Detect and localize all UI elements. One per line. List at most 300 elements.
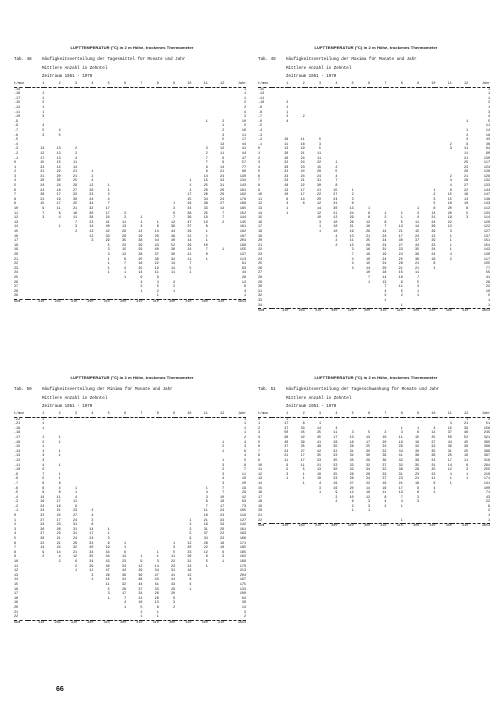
row-label: -3	[258, 133, 263, 138]
table-cell: 199	[239, 243, 246, 248]
table-cell: 15	[187, 197, 192, 202]
row-label: 33	[258, 298, 263, 303]
table-cell: 5	[58, 133, 61, 138]
table-cell: 18	[365, 491, 371, 496]
table-cell: 29	[121, 230, 127, 234]
table-cell: 1	[173, 202, 176, 207]
table-cell: 48	[138, 578, 143, 583]
table-cell: 34	[220, 523, 225, 528]
table-cell: 11	[464, 151, 469, 156]
row-label: 20	[14, 605, 19, 610]
table-cell: 3	[42, 454, 45, 459]
table-cell: 18	[415, 481, 420, 486]
row-label: -1	[14, 509, 19, 514]
table-cell: 1	[286, 207, 289, 212]
table-cell: 3	[417, 211, 420, 216]
row-label: 21	[258, 514, 263, 519]
table-cell: 7	[205, 248, 208, 253]
table-cell: 20	[171, 592, 176, 597]
table-cell: 7	[124, 596, 127, 601]
table-cell: 8	[449, 188, 452, 193]
table-cell: 35	[89, 555, 94, 560]
table-cell: 181	[239, 188, 246, 193]
row-label: 17	[14, 239, 19, 244]
table-cell: 8	[58, 481, 61, 486]
sum-cell: 300	[435, 524, 451, 529]
table-cell: 24	[220, 509, 225, 514]
table-cell: 11	[105, 582, 110, 587]
table-cell: 7	[205, 161, 208, 166]
table-cell: 33	[333, 454, 338, 459]
table-cell: 12	[89, 184, 94, 189]
row-label: -3	[14, 147, 19, 152]
table-cell: 255	[483, 468, 490, 473]
table-cell: 24	[40, 509, 45, 514]
table-cell: 10	[365, 252, 371, 257]
table-cell: 17	[398, 234, 403, 239]
table-cell: 16	[365, 225, 371, 230]
sum-row	[258, 524, 490, 529]
table-cell: 12	[447, 468, 452, 473]
row-label: 9	[14, 202, 17, 207]
table-cell: 15	[447, 426, 452, 431]
table-cell: 1	[400, 426, 403, 431]
table-cell: 1	[466, 417, 469, 422]
table-cell: 25	[365, 445, 371, 450]
table-cell: 1	[156, 294, 159, 299]
row-label: -8	[14, 124, 19, 129]
table-cell: 17	[398, 486, 403, 491]
table-cell: 1	[449, 477, 452, 482]
table-cell: 26	[154, 592, 159, 597]
table-cell: 22	[220, 532, 225, 537]
table-cell: 3	[243, 445, 246, 450]
column-header: 1	[272, 82, 288, 87]
table-cell: 5	[189, 266, 192, 271]
sum-cell: 300	[321, 309, 337, 314]
row-label: 16	[14, 587, 19, 592]
table-cell: 100	[483, 486, 490, 491]
table-cell: 30	[72, 197, 78, 202]
row-label: -13	[258, 92, 265, 97]
row-label: -18	[14, 431, 21, 436]
table-cell: 32	[398, 458, 403, 463]
table-cell: 14	[431, 211, 436, 216]
table-cell: 5	[487, 294, 490, 299]
table-cell: 19	[154, 266, 159, 271]
table-cell: 24	[431, 252, 436, 257]
table-cell: 25	[365, 239, 371, 244]
row-label: 22	[258, 248, 263, 253]
sum-cell: 300	[403, 309, 419, 314]
table-cell: 20	[447, 207, 452, 212]
table-cell: 46	[485, 142, 490, 147]
table-cell: 1	[107, 266, 110, 271]
table-cell: 10	[203, 243, 208, 248]
table-cell: 29	[171, 587, 176, 592]
table-cell: 3	[487, 110, 490, 115]
table-cell: 14	[154, 564, 159, 569]
table-cell: 161	[239, 225, 246, 230]
table-cell: 27	[40, 532, 45, 537]
sum-cell: 300	[110, 299, 126, 304]
table-cell: 7	[222, 491, 225, 496]
column-header: 12	[208, 412, 224, 417]
table-cell: 7	[74, 220, 78, 225]
table-cell: 32	[89, 207, 94, 212]
row-label: 7	[14, 546, 17, 551]
table-cell: 3	[74, 225, 78, 230]
sum-cell: 3653	[224, 299, 246, 304]
table-cell: 137	[483, 234, 490, 239]
table-cell: 1	[42, 92, 45, 97]
table-cell: 4	[487, 115, 490, 120]
table-cell: 36	[171, 225, 176, 230]
table-cell: 27	[333, 193, 338, 198]
table-cell: 19	[203, 523, 208, 528]
table-cell: 29	[220, 527, 225, 532]
table-cell: 42	[316, 449, 322, 454]
table-cell: 14	[56, 165, 61, 170]
table-cell: 28	[365, 472, 371, 477]
table-cell: 3	[222, 555, 225, 560]
table-cell: 2	[466, 133, 469, 138]
sum-cell: 310	[305, 309, 321, 314]
table-cell: 50	[447, 435, 452, 440]
table-cell: 4	[433, 486, 436, 491]
table-cell: 4	[91, 514, 94, 519]
table-cell: 24	[431, 220, 436, 225]
table-cell: 1	[74, 491, 78, 496]
table-cell: 141	[483, 481, 490, 486]
table-cell: 21	[56, 541, 61, 546]
table-cell: 6	[42, 486, 45, 491]
row-label: -7	[14, 128, 19, 133]
table-cell: 6	[74, 560, 78, 564]
row-label: -2	[14, 151, 19, 156]
row-label: 11	[14, 564, 19, 569]
table-cell: 122	[483, 225, 490, 230]
table-cell: 26	[220, 188, 225, 193]
row-label: -10	[14, 115, 21, 120]
row-label: 13	[14, 220, 19, 225]
table-cell: 1	[417, 207, 420, 212]
table-cell: 35	[415, 248, 420, 253]
sum-cell: 300	[435, 309, 451, 314]
table-cell: 1	[368, 509, 371, 514]
table-cell: 5	[400, 220, 403, 225]
table-cell: 147	[483, 193, 490, 198]
table-cell: 16	[333, 486, 338, 491]
row-label: 9	[258, 458, 261, 463]
table-cell: 158	[483, 426, 490, 431]
table-cell: 3	[91, 518, 94, 523]
table-cell: 4	[205, 491, 208, 496]
table-cell: 24	[220, 174, 225, 179]
table-cell: 2	[487, 101, 490, 106]
column-header: 2	[288, 82, 304, 87]
column-header: t/mon	[14, 412, 28, 417]
column-header: 3	[61, 82, 77, 87]
table-cell: 204	[239, 239, 246, 244]
table-cell: 12	[187, 573, 192, 578]
table-cell: 192	[239, 230, 246, 234]
table-cell: 2	[384, 504, 387, 509]
row-label: -2	[258, 138, 263, 143]
table-cell: 5	[205, 560, 208, 564]
table-cell: 365	[483, 440, 490, 445]
table-cell: 197	[239, 578, 246, 583]
table-cell: 21	[464, 156, 469, 161]
table-cell: 3	[243, 610, 246, 615]
table-cell: 14	[485, 128, 490, 133]
table-cell: 15	[40, 202, 45, 207]
table-cell: 26	[464, 179, 469, 184]
table-cell: 30	[316, 184, 322, 189]
table-cell: 32	[333, 449, 338, 454]
table-cell: 17	[56, 500, 61, 505]
table-cell: 2	[487, 417, 490, 422]
table-cell: 1	[286, 105, 289, 110]
table-cell: 1	[107, 184, 110, 189]
table-cell: 3	[42, 458, 45, 463]
table-cell: 1	[58, 440, 61, 445]
column-header: 2	[44, 412, 60, 417]
table-cell: 40	[284, 440, 289, 445]
table-cell: 4	[384, 500, 387, 505]
table-cell: 12	[349, 491, 354, 496]
table-cell: 1	[205, 239, 208, 244]
table-cell: 1	[58, 435, 61, 440]
table-cell: 11	[316, 151, 322, 156]
row-label: 15	[14, 230, 19, 234]
table-cell: 19	[447, 216, 452, 221]
row-label: -6	[14, 486, 19, 491]
table-cell: 11	[154, 271, 159, 276]
table-cell: 23	[89, 220, 94, 225]
table-cell: 2	[487, 509, 490, 514]
table-cell: 1	[42, 417, 45, 422]
row-label: -15	[14, 101, 21, 106]
table-cell: 26	[333, 440, 338, 445]
table-cell: 4	[58, 486, 61, 491]
sum-cell: 283	[288, 524, 304, 529]
table-cell: 47	[241, 156, 246, 161]
table-cell: 1	[189, 518, 192, 523]
table-cell: 1	[124, 271, 127, 276]
table-cell: 3	[189, 523, 192, 528]
table-cell: 29	[349, 216, 354, 221]
section-header: LUFTTEMPERATUR (°C) in 2 m Höhe, trockenes Thermometer	[314, 375, 438, 380]
row-label: 1	[258, 151, 261, 156]
table-cell: 12	[138, 564, 143, 569]
table-cell: 2	[384, 431, 387, 436]
table-cell: 130	[483, 252, 490, 257]
table-cell: 41	[485, 275, 490, 280]
table-cell: 41	[316, 440, 322, 445]
sum-cell: 300	[191, 299, 207, 304]
table-cell: 14	[203, 174, 208, 179]
row-label: -21	[14, 422, 21, 427]
row-label: 13	[14, 573, 19, 578]
row-label: 11	[258, 468, 263, 473]
table-cell: 5	[243, 124, 246, 129]
table-cell: 7	[205, 504, 208, 509]
table-cell: 26	[203, 193, 208, 198]
table-cell: 34	[89, 202, 94, 207]
row-label: -1	[258, 142, 263, 147]
column-header: 6	[110, 82, 126, 87]
table-cell: 30	[241, 601, 246, 606]
table-cell: 15	[56, 161, 61, 166]
table-cell: 21	[72, 207, 78, 212]
table-cell: 144	[483, 188, 490, 193]
table-block	[14, 374, 250, 625]
table-cell: 11	[464, 458, 469, 463]
table-cell: 4	[42, 449, 45, 454]
row-label: -10	[14, 468, 21, 473]
table-cell: 1	[107, 188, 110, 193]
row-label: 8	[14, 550, 17, 555]
table-cell: 163	[239, 532, 246, 537]
table-cell: 8	[384, 495, 387, 500]
table-cell: 29	[220, 193, 225, 198]
column-header: 11	[435, 82, 451, 87]
table-cell: 1	[189, 179, 192, 184]
table-cell: 45	[300, 431, 305, 436]
table-cell: 29	[187, 243, 192, 248]
table-cell: 7	[384, 225, 387, 230]
row-label: 9	[258, 188, 261, 193]
table-cell: 4	[449, 179, 452, 184]
table-cell: 8	[335, 184, 338, 189]
table-cell: 9	[335, 491, 338, 496]
table-cell: 1	[417, 294, 420, 299]
table-cell: 11	[220, 151, 225, 156]
table-cell: 6	[417, 431, 420, 436]
row-label: -4	[14, 495, 19, 500]
row-label: -22	[14, 417, 21, 422]
table-cell: 31	[171, 569, 176, 574]
table-cell: 13	[220, 142, 225, 147]
table-cell: 3	[107, 252, 110, 257]
table-cell: 26	[72, 541, 78, 546]
table-cell: 166	[239, 537, 246, 542]
row-label: 24	[14, 271, 19, 276]
table-cell: 1	[368, 280, 371, 285]
table-cell: 3	[91, 573, 94, 578]
row-label: -5	[14, 491, 19, 496]
table-cell: 4	[449, 422, 452, 427]
table-cell: 1	[449, 248, 452, 253]
table-cell: 29	[105, 239, 110, 244]
table-caption	[14, 52, 250, 82]
table-cell: 7	[384, 285, 387, 290]
table-cell: 3	[189, 527, 192, 532]
table-cell: 24	[382, 239, 387, 244]
table-cell: 8	[58, 491, 61, 496]
table-cell: 32	[171, 257, 176, 262]
table-cell: 38	[415, 454, 420, 459]
row-label: 21	[258, 243, 263, 248]
table-cell: 21	[415, 266, 420, 271]
table-cell: 162	[239, 555, 246, 560]
table-cell: 10	[485, 289, 490, 294]
table-cell: 2	[173, 605, 176, 610]
table-cell: 20	[382, 266, 387, 271]
table-cell: 12	[40, 151, 45, 156]
row-label: 28	[14, 289, 19, 294]
table-cell: 43	[105, 560, 110, 564]
table-cell: 26	[349, 477, 354, 482]
sum-cell: 300	[321, 524, 337, 529]
table-cell: 3	[42, 115, 45, 120]
sum-cell: 310	[93, 620, 109, 625]
table-cell: 27	[72, 188, 78, 193]
table-cell: 19	[382, 481, 387, 486]
table-cell: 1	[487, 514, 490, 519]
table-cell: 171	[483, 477, 490, 482]
table-cell: 37	[203, 532, 208, 537]
table-cell: 31	[72, 532, 78, 537]
table-cell: 1	[140, 220, 143, 225]
table-cell: 1	[205, 486, 208, 491]
column-header: 8	[386, 82, 402, 87]
table-cell: 28	[89, 216, 94, 221]
table-cell: 26	[365, 243, 371, 248]
table-cell: 388	[483, 449, 490, 454]
table-cell: 21	[300, 151, 305, 156]
table-cell: 38	[284, 435, 289, 440]
table-cell: 1	[156, 220, 159, 225]
table-cell: 44	[415, 243, 420, 248]
table-cell: 8	[243, 463, 246, 468]
table-cell: 15	[398, 271, 403, 276]
table-cell: 3	[286, 472, 289, 477]
table-cell: 1	[205, 257, 208, 262]
table-cell: 13	[431, 234, 436, 239]
table-cell: 11	[72, 500, 78, 505]
table-cell: 1	[487, 105, 490, 110]
table-cell: 148	[483, 197, 490, 202]
table-cell: 294	[483, 463, 490, 468]
table-cell: 1	[384, 211, 387, 216]
table-cell: 30	[333, 207, 338, 212]
table-cell: 3	[107, 537, 110, 542]
table-cell: 19	[138, 234, 143, 239]
row-label: -4	[14, 142, 19, 147]
table-cell: 28	[138, 252, 143, 257]
table-cell: 1	[400, 303, 403, 308]
row-label: 9	[14, 555, 17, 560]
table-cell: 2	[384, 294, 387, 299]
table-cell: 21	[365, 234, 371, 239]
table-cell: 18	[382, 271, 387, 276]
table-block	[14, 44, 250, 305]
table-cell: 6	[58, 211, 61, 216]
table-cell: 41	[171, 573, 176, 578]
row-label: 5	[258, 440, 261, 445]
table-cell: 4	[286, 119, 289, 124]
table-cell: 112	[483, 207, 490, 212]
table-cell: 24	[284, 449, 289, 454]
table-cell: 31	[349, 449, 354, 454]
table-cell: 7	[222, 486, 225, 491]
table-cell: 1	[107, 257, 110, 262]
row-label: 14	[14, 578, 19, 583]
column-header: 11	[191, 412, 207, 417]
table-cell: 44	[121, 569, 127, 574]
